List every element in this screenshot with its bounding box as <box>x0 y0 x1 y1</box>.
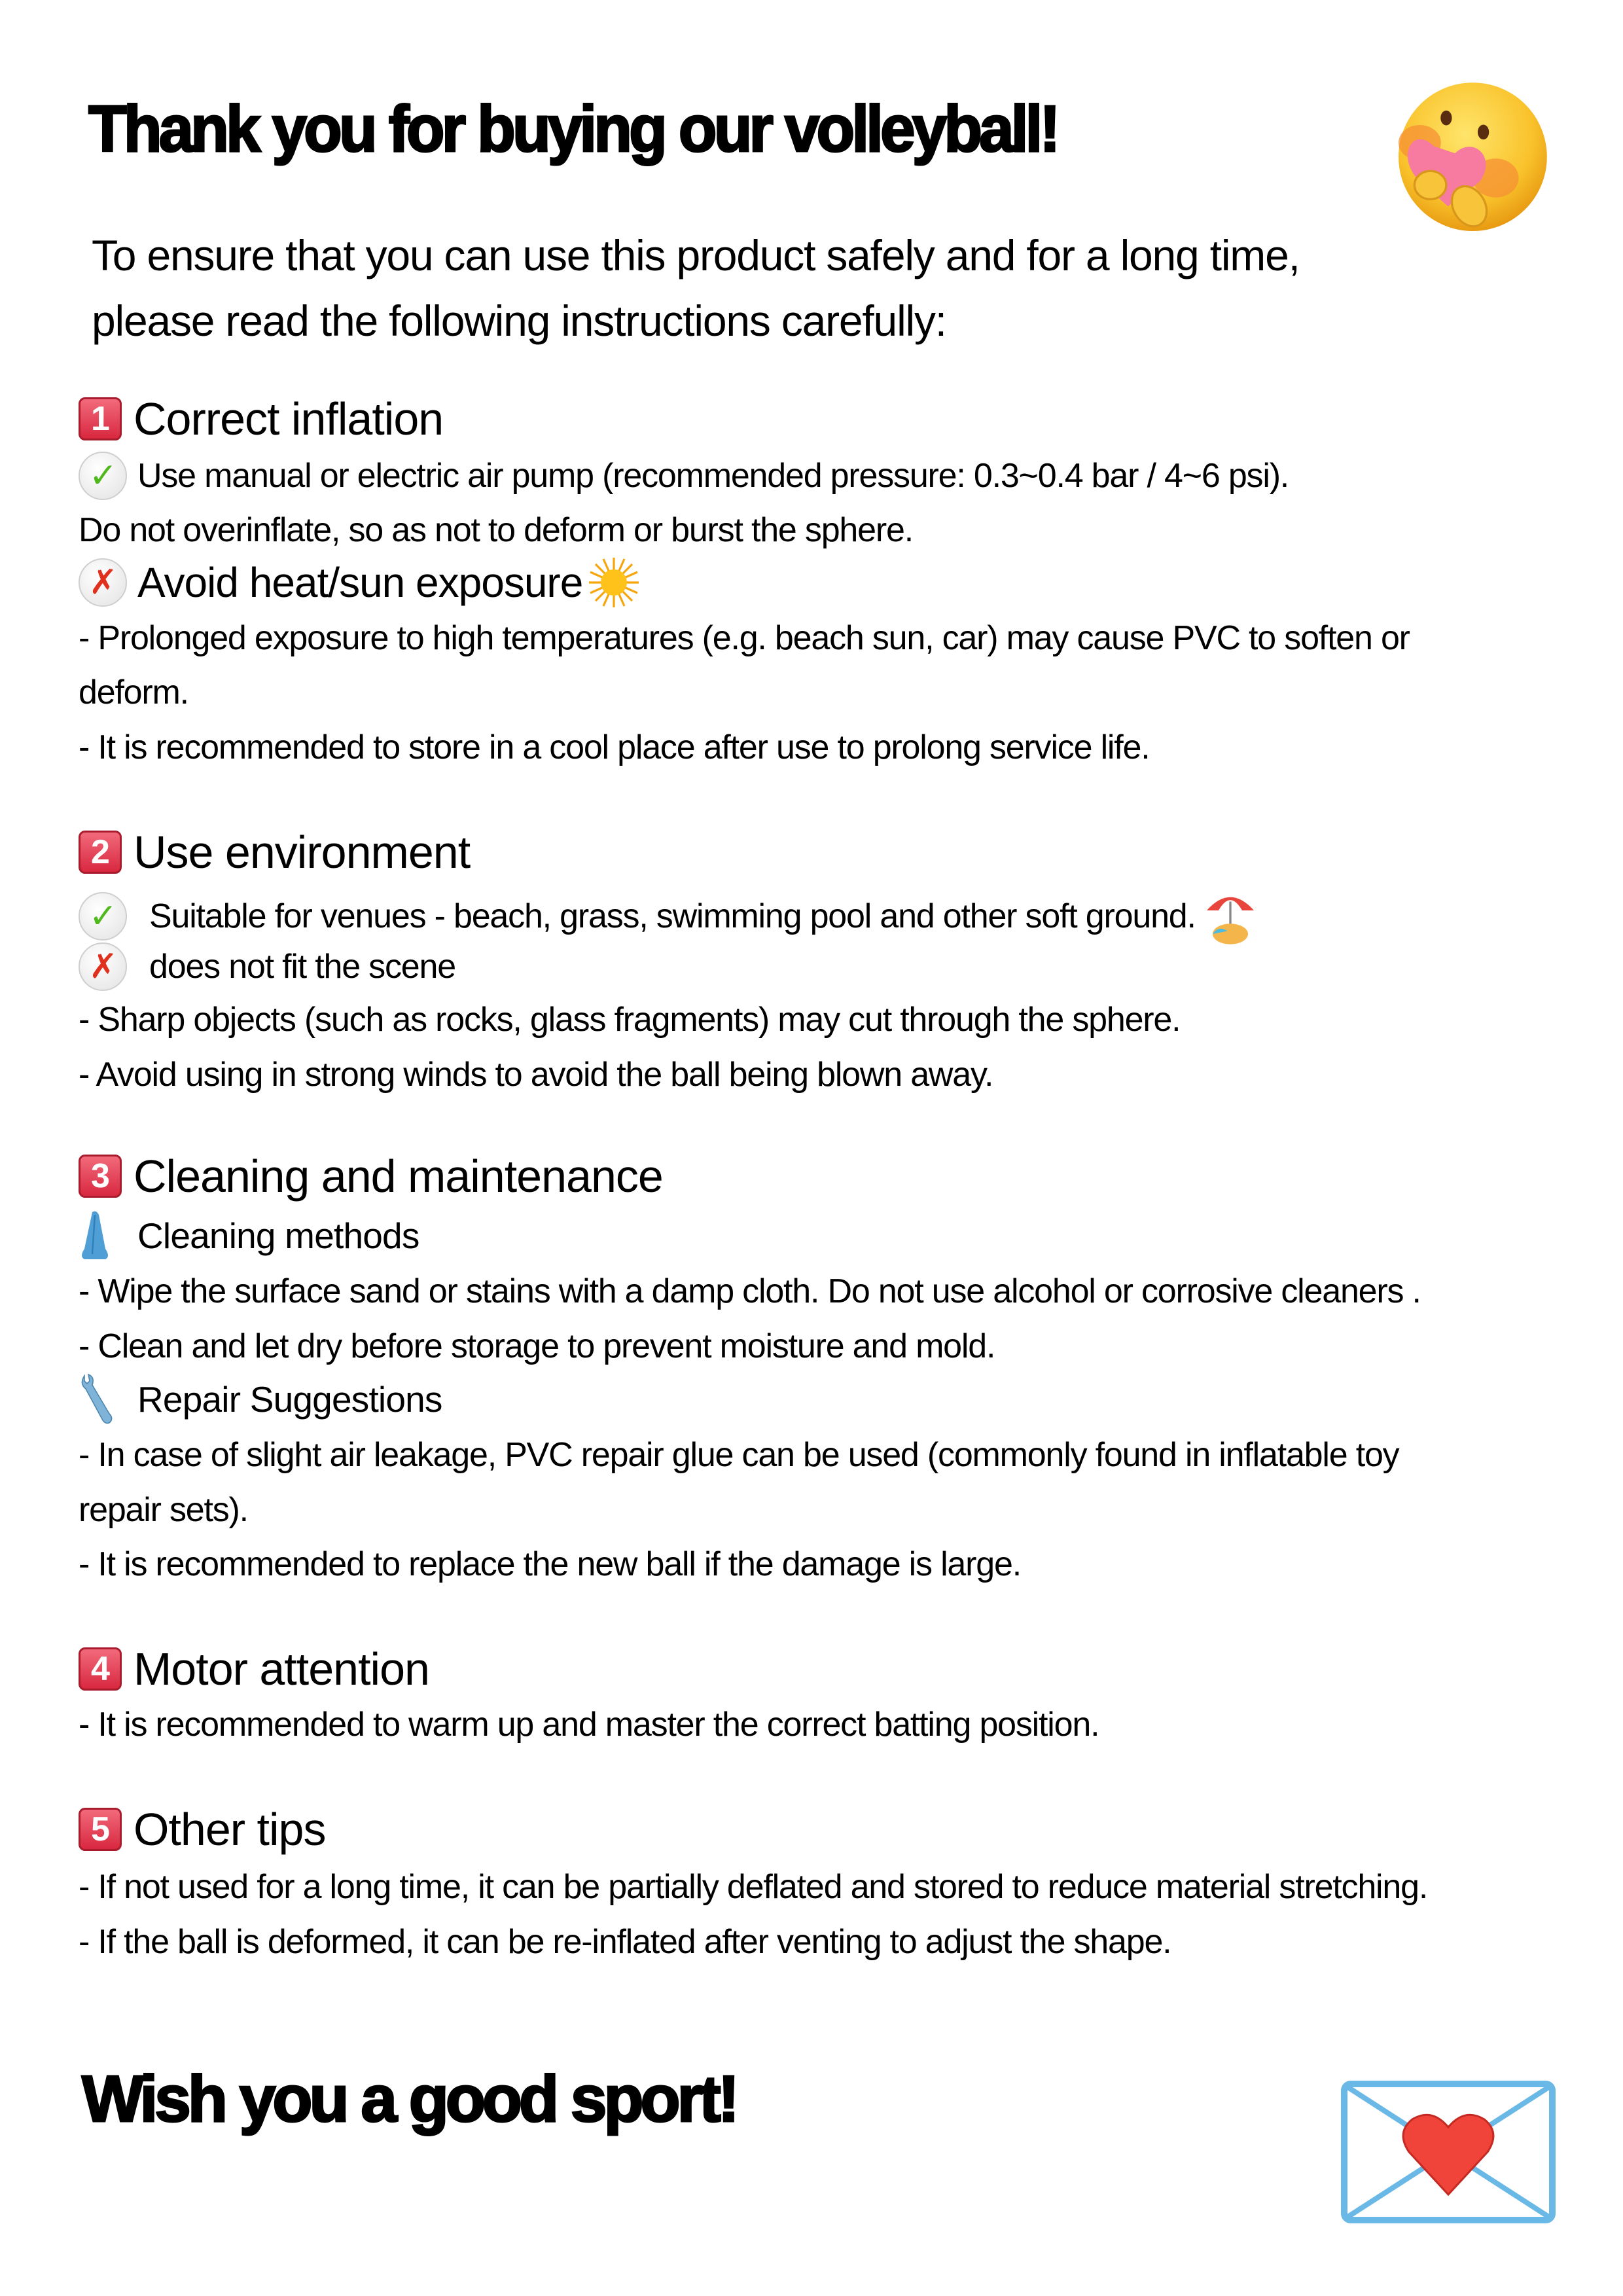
cleaning-line-1: - Wipe the surface sand or stains with a damp cloth. Do not use alcohol or corrosive cleaners . <box>79 1272 1421 1310</box>
towel-icon <box>73 1210 119 1262</box>
beach-umbrella-icon <box>1201 887 1260 946</box>
section-2-line-1: ✓ Suitable for venues - beach, grass, swimming pool and other soft ground. <box>79 887 1260 946</box>
keycap-5-icon: 5 <box>79 1808 122 1851</box>
repair-line-3: - It is recommended to replace the new ball if the damage is large. <box>79 1545 1021 1583</box>
repair-line-1: - In case of slight air leakage, PVC repair glue can be used (commonly found in inflatable toy <box>79 1436 1399 1474</box>
intro-text <box>92 223 1300 353</box>
keycap-1-icon: 1 <box>79 397 122 440</box>
section-title: Correct inflation <box>134 393 444 444</box>
section-5-line-1: - If not used for a long time, it can be partially deflated and stored to reduce material stretching. <box>79 1868 1428 1906</box>
keycap-3-icon: 3 <box>79 1155 122 1198</box>
page-title: Thank you for buying our volleyball! <box>88 92 1058 166</box>
check-mark-icon: ✓ <box>79 892 127 941</box>
repair-line-2: repair sets). <box>79 1491 248 1529</box>
section-1-sub-line-1: - Prolonged exposure to high temperatures (e.g. beach sun, car) may cause PVC to soften or <box>79 619 1410 657</box>
check-mark-icon: ✓ <box>79 452 127 500</box>
wrench-icon <box>73 1373 119 1426</box>
section-2-line-2: ✗ does not fit the scene <box>79 942 455 991</box>
keycap-2-icon: 2 <box>79 831 122 874</box>
intro-line-1: To ensure that you can use this product safely and for a long time, <box>92 231 1300 279</box>
section-4-line-1: - It is recommended to warm up and master the correct batting position. <box>79 1706 1099 1744</box>
closing-message: Wish you a good sport! <box>82 2062 737 2136</box>
section-5-heading: 5 Other tips <box>79 1803 325 1856</box>
cross-mark-icon: ✗ <box>79 942 127 991</box>
section-5-line-2: - If the ball is deformed, it can be re-inflated after venting to adjust the shape. <box>79 1923 1171 1961</box>
section-2-line-4: - Avoid using in strong winds to avoid the ball being blown away. <box>79 1056 993 1094</box>
section-1-line-2: Do not overinflate, so as not to deform or burst the sphere. <box>79 511 913 549</box>
hugging-heart-face-icon <box>1381 72 1558 249</box>
section-1-heading <box>79 393 443 445</box>
section-1-subheading: ✗ Avoid heat/sun exposure <box>79 556 640 609</box>
cleaning-line-2: - Clean and let dry before storage to prevent moisture and mold. <box>79 1327 995 1365</box>
section-2-line-3: - Sharp objects (such as rocks, glass fragments) may cut through the sphere. <box>79 1001 1181 1039</box>
section-3-heading: 3 Cleaning and maintenance <box>79 1150 663 1202</box>
sun-icon <box>588 556 640 609</box>
intro-line-2: please read the following instructions carefully: <box>92 296 946 345</box>
section-1-sub-line-3: - It is recommended to store in a cool place after use to prolong service life. <box>79 728 1150 766</box>
love-letter-icon <box>1340 2080 1556 2224</box>
cross-mark-icon: ✗ <box>79 558 127 607</box>
repair-suggestions-heading: Repair Suggestions <box>73 1373 442 1426</box>
section-4-heading: 4 Motor attention <box>79 1643 429 1695</box>
section-1-line-1: ✓ Use manual or electric air pump (recommended pressure: 0.3~0.4 bar / 4~6 psi). <box>79 452 1289 500</box>
section-2-heading: 2 Use environment <box>79 826 470 878</box>
cleaning-methods-heading: Cleaning methods <box>73 1210 419 1262</box>
section-1-sub-line-2: deform. <box>79 673 188 711</box>
keycap-4-icon: 4 <box>79 1647 122 1691</box>
